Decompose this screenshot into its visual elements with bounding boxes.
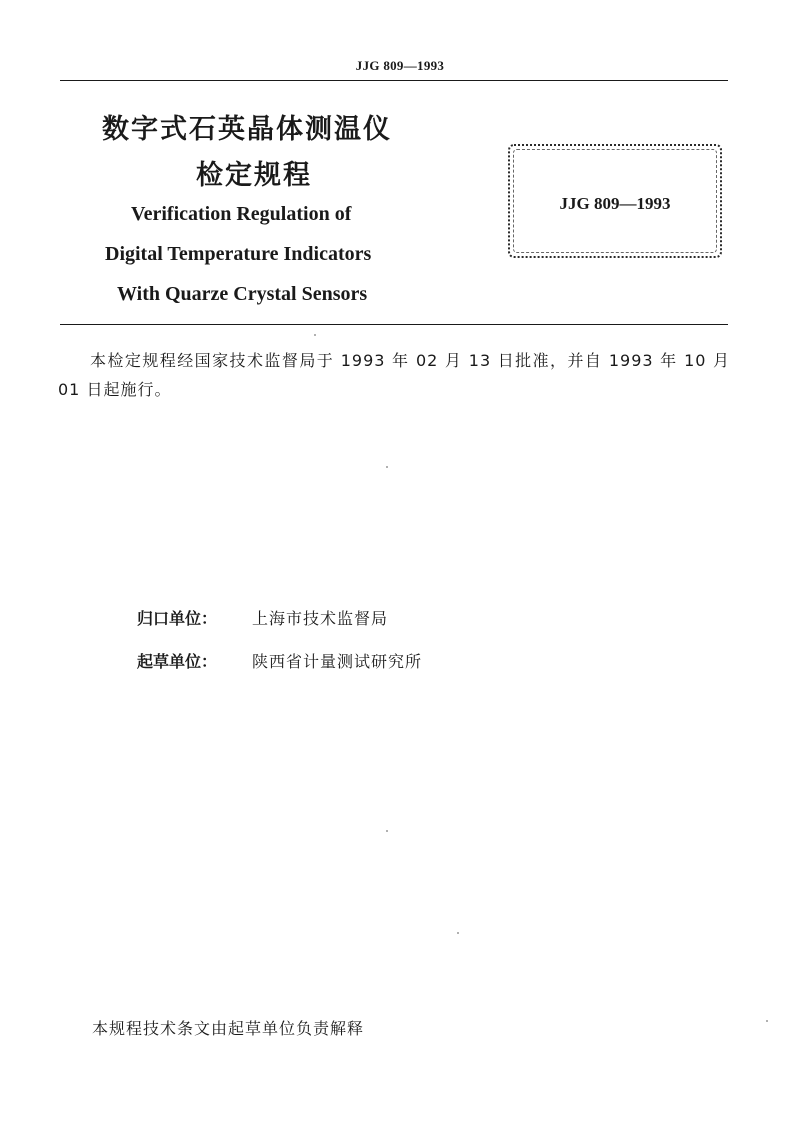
unit-value: 上海市技术监督局 [252,609,389,628]
scan-speck [766,1020,768,1022]
scan-speck [386,830,388,832]
standard-code-box [508,144,722,258]
title-cn-line2: 检定规程 [196,160,312,191]
title-en-line2: Digital Temperature Indicators [105,243,372,265]
title-rule [60,324,728,325]
running-header: JJG 809—1993 [355,58,445,73]
scan-speck [314,334,316,336]
unit-label: 起草单位： [137,652,218,671]
standard-code-text: JJG 809—1993 [559,194,671,213]
unit-label: 归口单位： [137,609,218,628]
title-cn-line1: 数字式石英晶体测温仪 [102,114,392,145]
header-rule [60,80,728,81]
title-en-line1: Verification Regulation of [131,203,352,225]
scan-speck [386,466,388,468]
unit-value: 陕西省计量测试研究所 [252,652,423,671]
interpretation-note: 本规程技术条文由起草单位负责解释 [92,1019,365,1038]
title-en-line3: With Quarze Crystal Sensors [117,283,368,305]
scan-speck [457,932,459,934]
approval-statement: 本检定规程经国家技术监督局于 1993 年 02 月 13 日批准，并自 1993 年 10 月 01 日起施行。 [58,351,730,399]
